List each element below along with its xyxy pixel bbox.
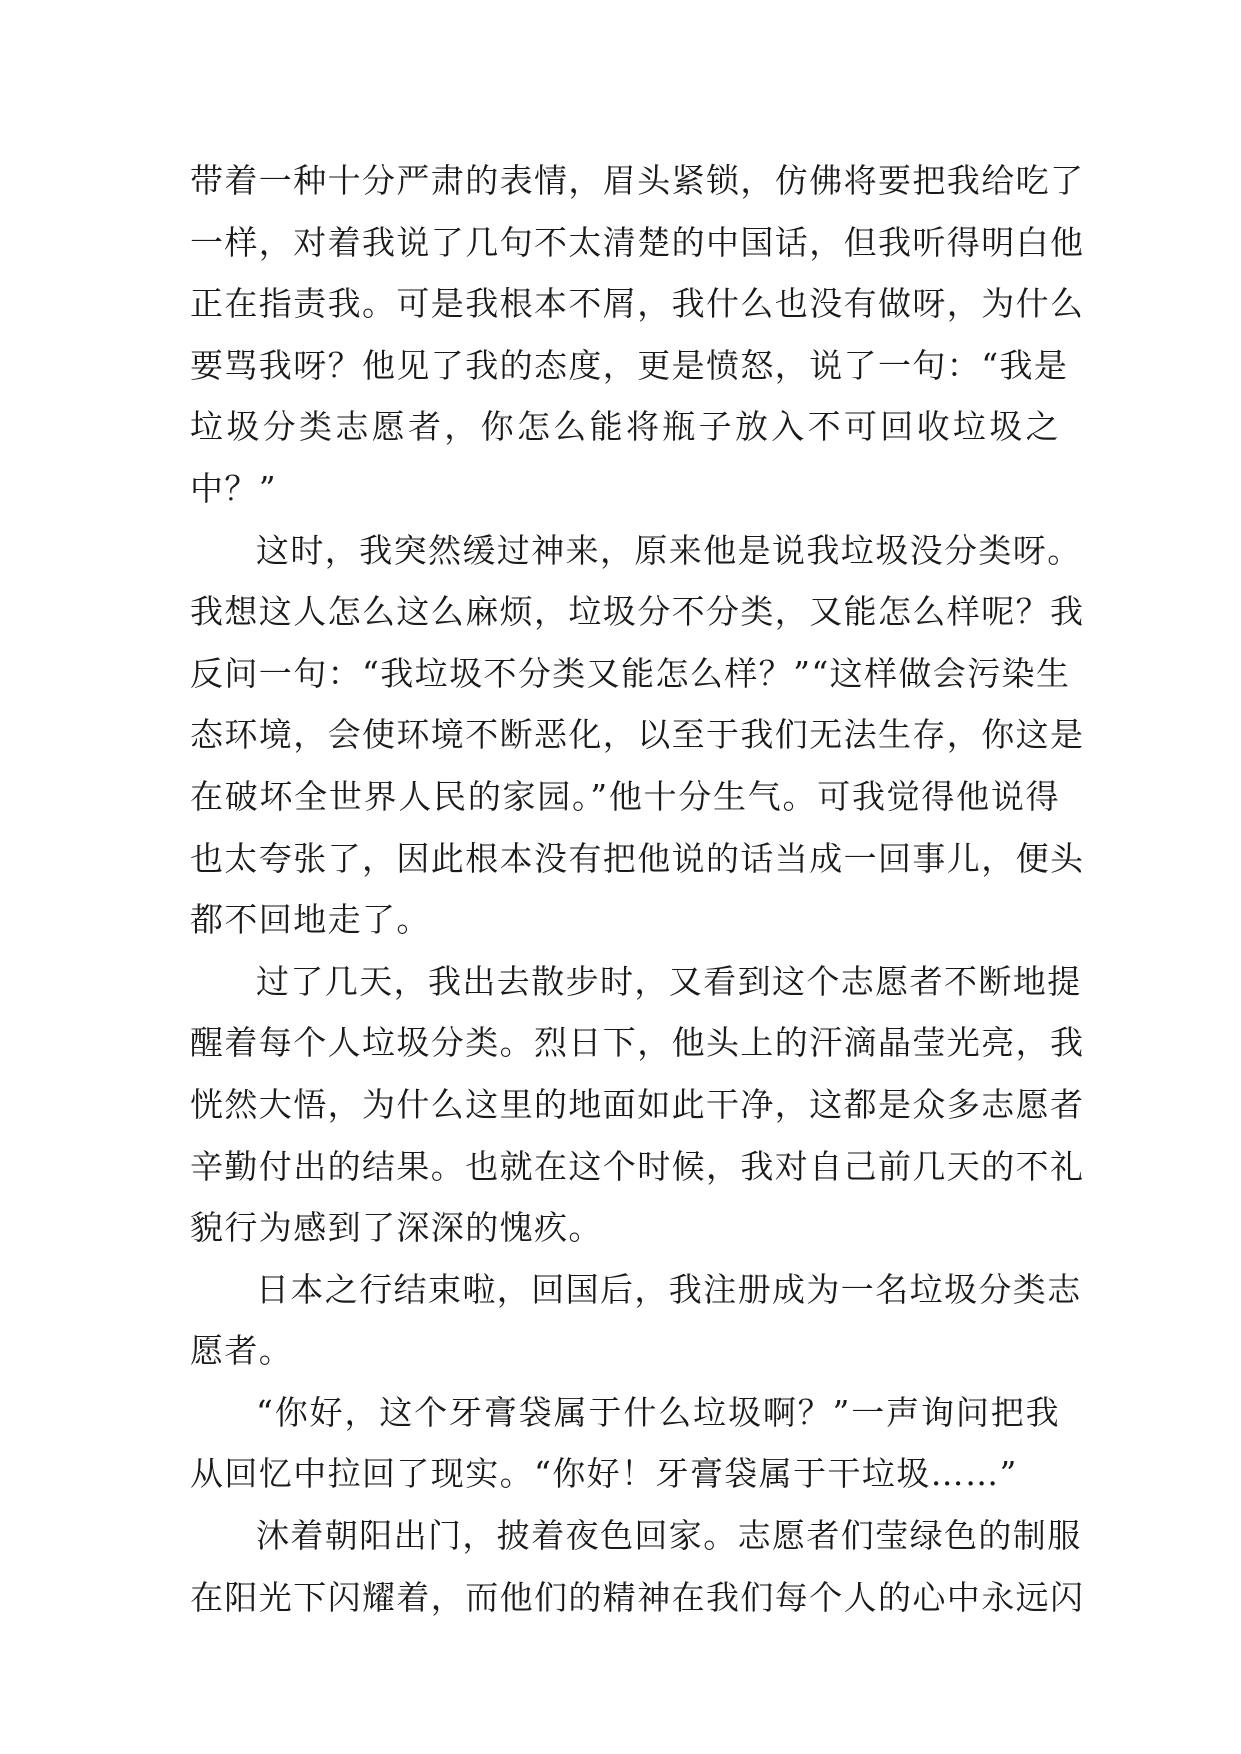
- text-line: 一样，对着我说了几句不太清楚的中国话，但我听得明白他: [190, 222, 1085, 262]
- essay-body: [190, 150, 1085, 1628]
- text-line: 都不回地走了。: [190, 900, 431, 940]
- text-line: 也太夸张了，因此根本没有把他说的话当成一回事儿，便头: [190, 838, 1085, 878]
- paragraph-first-line: 这时，我突然缓过神来，原来他是说我垃圾没分类呀。: [256, 530, 1082, 570]
- text-line: 正在指责我。可是我根本不屑，我什么也没有做呀，为什么: [190, 284, 1085, 324]
- text-line: 反问一句：“我垃圾不分类又能怎么样？”“这样做会污染生: [190, 653, 1071, 693]
- text-line: 要骂我呀？他见了我的态度，更是愤怒，说了一句：“我是: [190, 345, 1069, 385]
- text-line: 貌行为感到了深深的愧疚。: [190, 1208, 603, 1248]
- text-line: 中？”: [190, 468, 278, 508]
- text-line: 从回忆中拉回了现实。“你好！牙膏袋属于干垃圾……”: [190, 1454, 1018, 1494]
- text-line: 辛勤付出的结果。也就在这个时候，我对自己前几天的不礼: [190, 1146, 1085, 1186]
- text-line: 恍然大悟，为什么这里的地面如此干净，这都是众多志愿者: [190, 1084, 1085, 1124]
- text-line: 愿者。: [190, 1331, 294, 1371]
- text-line: 垃圾分类志愿者，你怎么能将瓶子放入不可回收垃圾之: [190, 407, 1060, 447]
- paragraph-first-line: 沐着朝阳出门，披着夜色回家。志愿者们莹绿色的制服: [256, 1516, 1082, 1556]
- text-line: 在阳光下闪耀着，而他们的精神在我们每个人的心中永远闪: [190, 1577, 1085, 1617]
- text-line: 带着一种十分严肃的表情，眉头紧锁，仿佛将要把我给吃了: [190, 161, 1085, 200]
- text-line: 态环境，会使环境不断恶化，以至于我们无法生存，你这是: [190, 715, 1085, 755]
- text-line: 在破坏全世界人民的家园。”他十分生气。可我觉得他说得: [190, 776, 1060, 816]
- text-line: 醒着每个人垃圾分类。烈日下，他头上的汗滴晶莹光亮，我: [190, 1023, 1085, 1063]
- paragraph-first-line: 日本之行结束啦，回国后，我注册成为一名垃圾分类志: [256, 1269, 1082, 1309]
- text-line: 我想这人怎么这么麻烦，垃圾分不分类，又能怎么样呢？我: [190, 592, 1085, 632]
- paragraph-first-line: “你好，这个牙膏袋属于什么垃圾啊？”一声询问把我: [256, 1392, 1060, 1432]
- paragraph-first-line: 过了几天，我出去散步时，又看到这个志愿者不断地提: [256, 961, 1082, 1001]
